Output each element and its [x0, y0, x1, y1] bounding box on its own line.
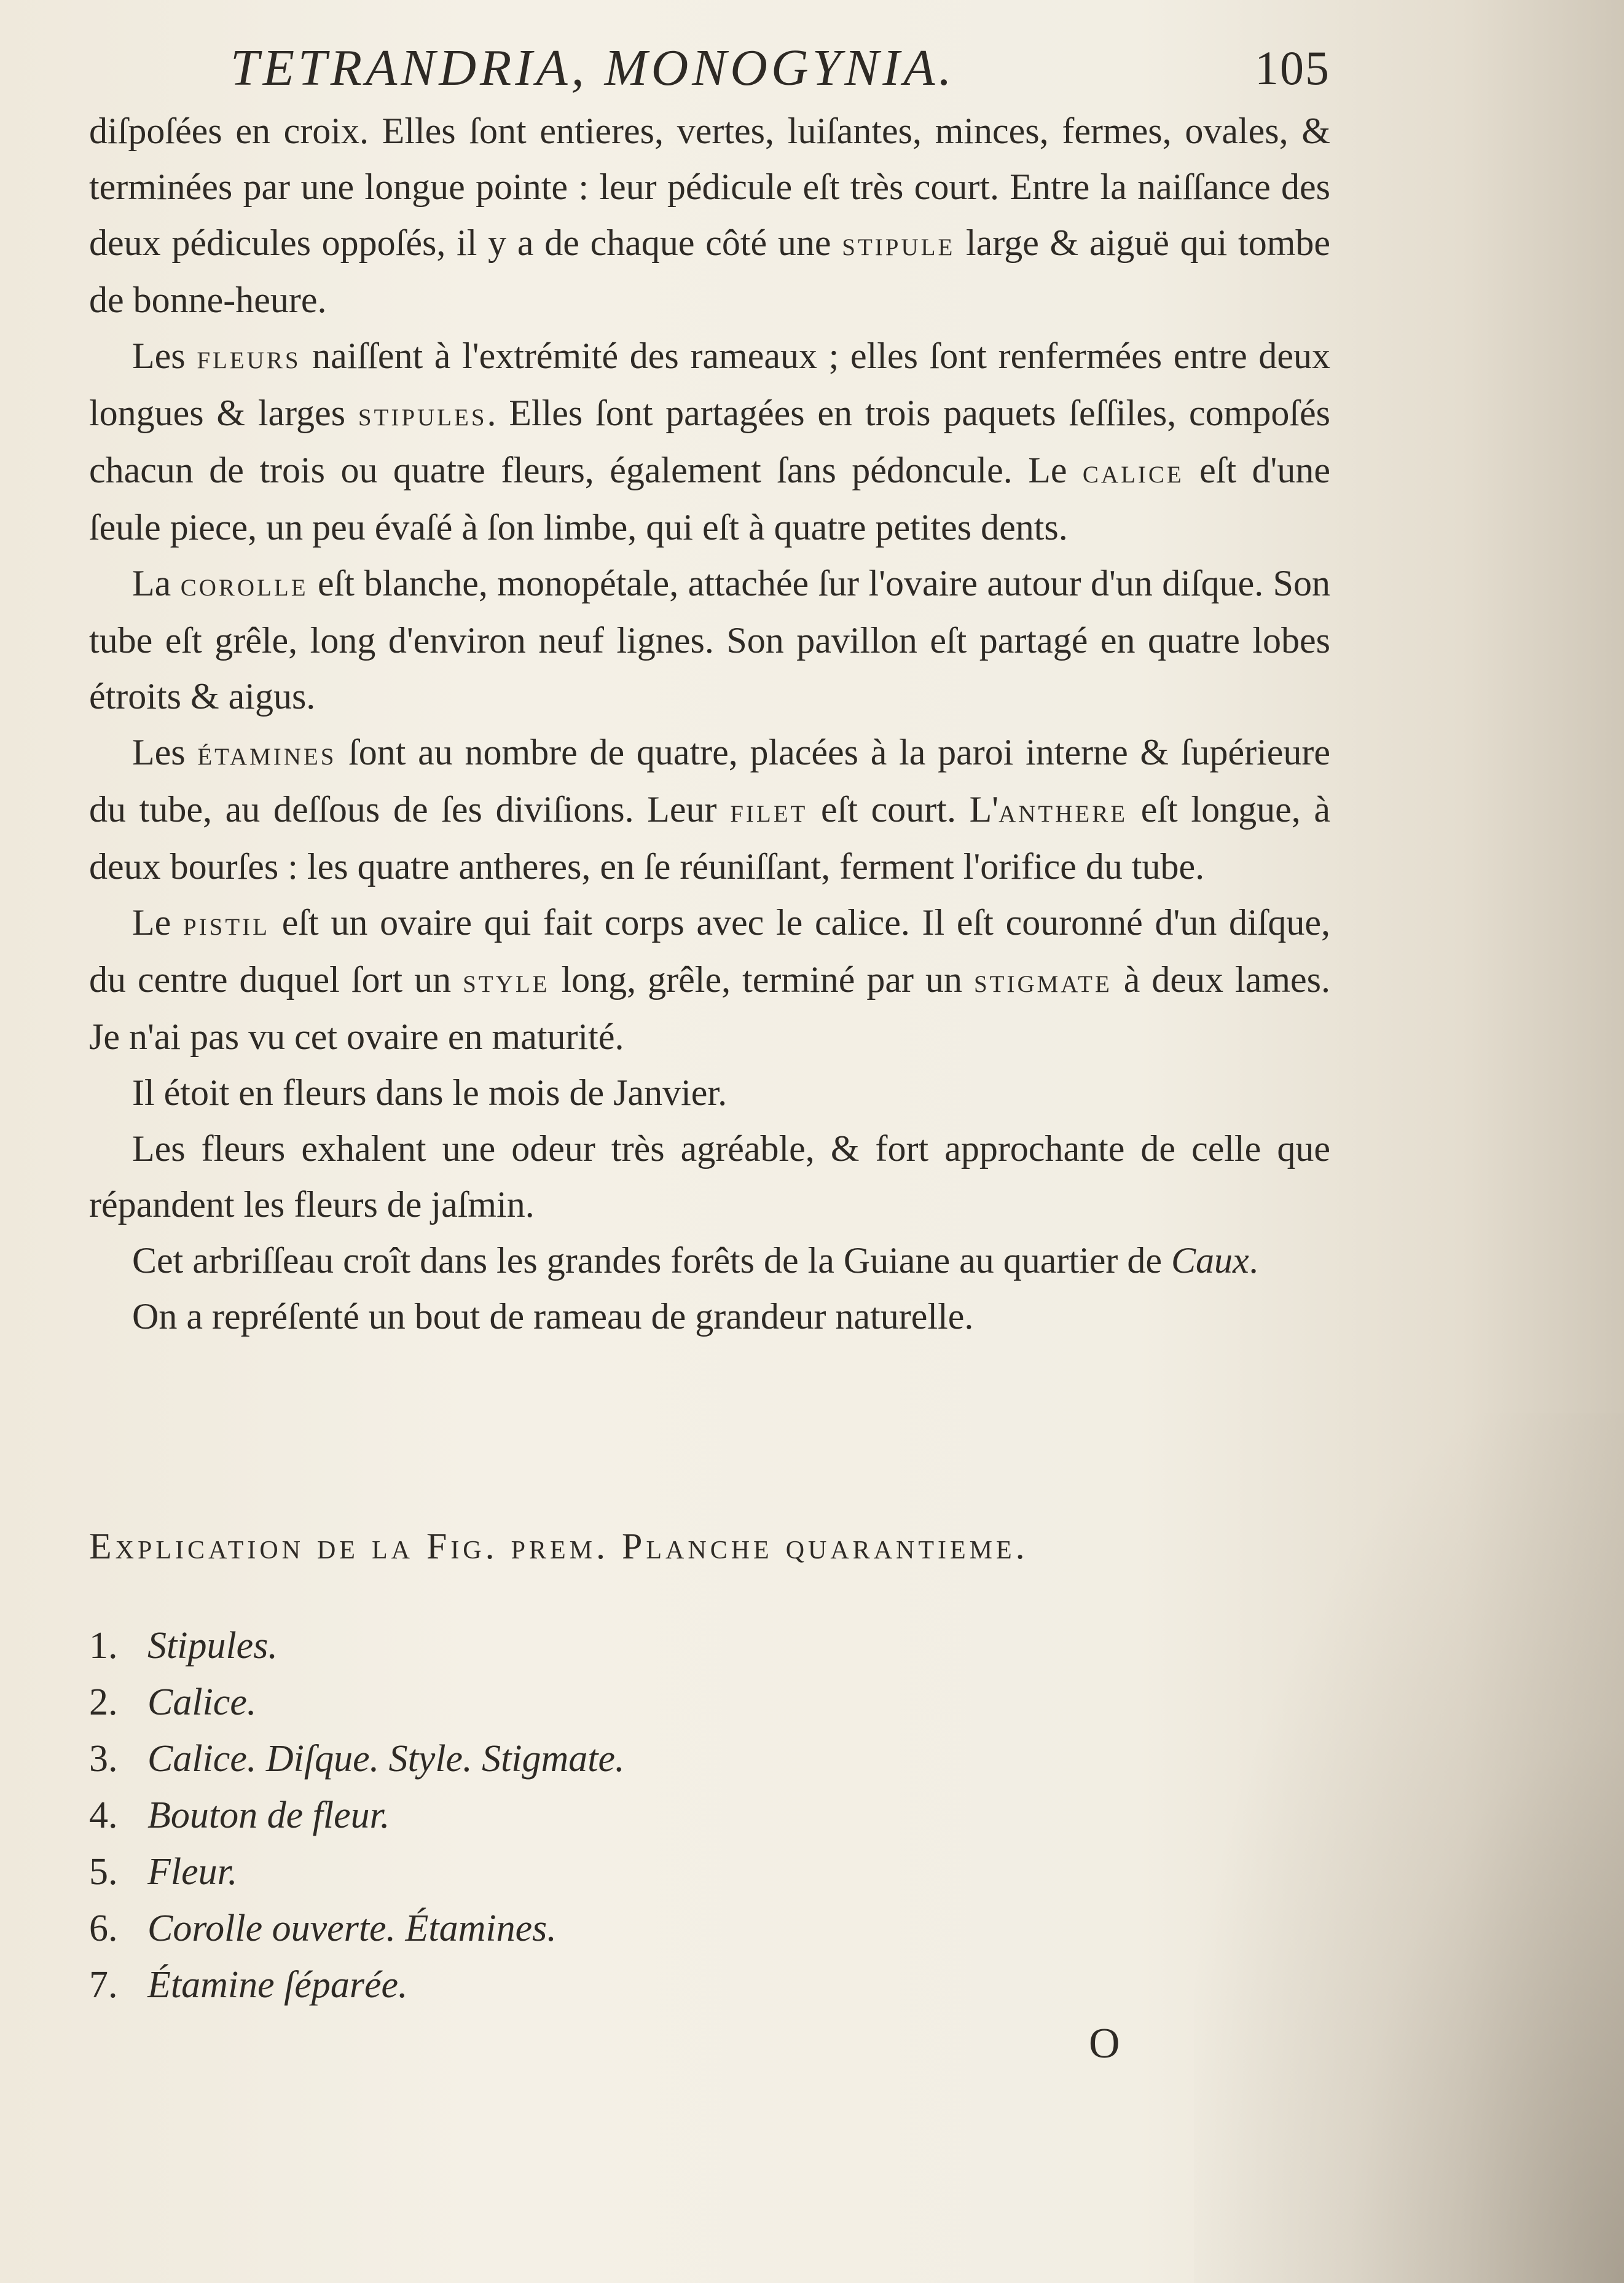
item-text: Calice. Diſque. Style. Stigmate. — [147, 1738, 625, 1780]
paragraph-2 — [89, 328, 1330, 556]
term-pistil: pistil — [182, 905, 270, 943]
item-number: 6. — [89, 1908, 118, 1949]
text-run: . — [1249, 1240, 1258, 1281]
item-number: 2. — [89, 1681, 118, 1723]
text-run: long, grêle, terminé par un — [549, 959, 974, 1000]
paragraph-3 — [89, 556, 1330, 725]
term-corolle: corolle — [180, 565, 308, 603]
text-run: eſt court. L' — [807, 789, 999, 830]
text-run: eſt un ovaire qui fait corps avec le calice. Il eſt couronné d'un diſque, du centre duquel ſort un — [89, 902, 1330, 1000]
text-run: ſont au nombre de quatre, placées à la paroi interne & ſupérieure du tube, au deſſous de ſes diviſions. Leur — [89, 732, 1330, 830]
term-style: style — [463, 962, 550, 1000]
term-stigmate: stigmate — [973, 962, 1112, 1000]
term-stipule: stipule — [842, 225, 955, 263]
text-run: Les — [132, 732, 198, 772]
text-run: La — [132, 563, 181, 603]
term-filet: filet — [730, 792, 808, 830]
item-text: Calice. — [147, 1681, 257, 1723]
paragraph-9: On a repréſenté un bout de rameau de grandeur naturelle. — [132, 1296, 974, 1337]
signature-mark: O — [1089, 2020, 1120, 2067]
running-title: TETRANDRIA, MONOGYNIA. — [230, 39, 955, 96]
item-text: Fleur. — [147, 1851, 238, 1893]
term-calice: calice — [1082, 452, 1184, 490]
text-run: Les — [132, 336, 197, 376]
list-item — [89, 1787, 1011, 1844]
page-number: 105 — [1255, 41, 1330, 95]
paragraph-4 — [89, 725, 1330, 895]
figure-caption: Explication de la Fig. prem. Planche quarantieme. — [89, 1526, 1029, 1566]
item-number: 1. — [89, 1625, 118, 1667]
figure-list — [89, 1617, 1011, 2013]
list-item — [89, 1900, 1011, 1957]
list-item — [89, 1617, 1011, 1674]
paragraph-8 — [89, 1233, 1330, 1289]
list-item — [89, 1844, 1011, 1900]
place-name: Caux — [1171, 1240, 1249, 1281]
item-text: Corolle ouverte. Étamines. — [147, 1908, 557, 1949]
item-number: 3. — [89, 1738, 118, 1780]
list-item — [89, 1957, 1011, 2013]
list-item — [89, 1674, 1011, 1731]
page-header — [89, 38, 1330, 106]
item-number: 7. — [89, 1964, 118, 2006]
text-run: . Elles ſont partagées en trois paquets ſeſſiles, compoſés chacun de trois ou quatre fleurs, également ſans pédoncule. Le — [89, 393, 1331, 490]
item-text: Étamine ſéparée. — [147, 1964, 408, 2006]
paragraph-5 — [89, 895, 1330, 1065]
text-run: eſt blanche, monopétale, attachée ſur l'ovaire autour d'un diſque. Son tube eſt grêle, long d'environ neuf lignes. Son pavillon eſt partagé en quatre lobes étroits & aigus. — [89, 563, 1331, 717]
text-run: Cet arbriſſeau croît dans les grandes forêts de la Guiane au quartier de — [132, 1240, 1171, 1281]
text-run: eſt longue, à deux bourſes : les quatre antheres, en ſe réuniſſant, ferment l'orifice du tube. — [89, 789, 1330, 887]
term-etamines: étamines — [197, 734, 337, 772]
term-stipules: stipules — [358, 395, 487, 433]
text-run: Le — [132, 902, 183, 943]
term-fleurs: fleurs — [197, 338, 301, 376]
text-run: diſpoſées en croix. Elles ſont entieres, vertes, luiſantes, minces, fermes, ovales, & terminées par une longue pointe : leur pédicule eſt très court. Entre la naiſſance des deux pédicules oppoſés, il y a de chaque côté une — [89, 111, 1330, 263]
text-run: à deux lames. Je n'ai pas vu cet ovaire en maturité. — [89, 959, 1331, 1057]
paragraph-6: Il étoit en fleurs dans le mois de Janvier. — [132, 1072, 728, 1113]
paragraph-7: Les fleurs exhalent une odeur très agréable, & fort approchante de celle que répandent les fleurs de jaſmin. — [89, 1128, 1330, 1225]
paragraph-1 — [89, 103, 1330, 328]
item-number: 4. — [89, 1794, 118, 1836]
text-run: eſt d'une ſeule piece, un peu évaſé à ſon limbe, qui eſt à quatre petites dents. — [89, 450, 1330, 548]
item-text: Bouton de fleur. — [147, 1794, 390, 1836]
text-run: large & aiguë qui tombe de bonne-heure. — [89, 222, 1331, 320]
text-run: naiſſent à l'extrémité des rameaux ; elles ſont renfermées entre deux longues & larges — [89, 336, 1330, 433]
body-text — [89, 103, 1330, 1345]
list-item — [89, 1731, 1011, 1787]
item-number: 5. — [89, 1851, 118, 1893]
item-text: Stipules. — [147, 1625, 278, 1667]
term-anthere: anthere — [998, 792, 1128, 830]
